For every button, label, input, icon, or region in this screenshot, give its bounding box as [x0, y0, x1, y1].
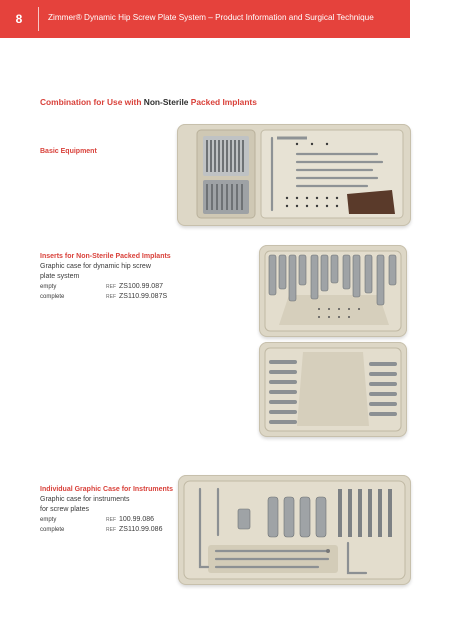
- inserts-description: [40, 262, 151, 281]
- header-bar: [0, 0, 410, 38]
- section-title-part1: Combination for Use with: [40, 97, 144, 107]
- inserts-desc-line1: Graphic case for dynamic hip screw: [40, 263, 151, 270]
- basic-equipment-tray-image: [177, 124, 411, 226]
- individual-desc-line1: Graphic case for instruments: [40, 496, 130, 503]
- ref-word: REF: [106, 284, 116, 290]
- ref-row-label: empty: [40, 517, 57, 523]
- individual-ref-complete: [40, 526, 162, 533]
- individual-desc-line2: for screw plates: [40, 505, 90, 513]
- individual-description: [40, 495, 129, 514]
- ref-row-label: complete: [40, 527, 65, 533]
- inserts-ref-empty: [40, 283, 163, 290]
- header-title: Zimmer® Dynamic Hip Screw Plate System – Product Information and Surgical Technique: [48, 13, 374, 22]
- ref-row-label: empty: [40, 284, 57, 290]
- header-divider: [38, 7, 39, 31]
- inserts-label: Inserts for Non-Sterile Packed Implants: [40, 253, 171, 260]
- ref-number: ZS110.99.087S: [119, 293, 168, 300]
- individual-case-tray-image: [178, 475, 411, 585]
- ref-word: REF: [106, 294, 116, 300]
- individual-ref-empty: [40, 516, 154, 523]
- inserts-ref-complete: [40, 293, 167, 300]
- individual-label: Individual Graphic Case for Instruments: [40, 486, 174, 493]
- inserts-lower-tray-image: [259, 342, 407, 437]
- ref-word: REF: [106, 527, 116, 533]
- ref-row-label: complete: [40, 294, 65, 300]
- page-number: 8: [15, 12, 23, 26]
- ref-number: ZS110.99.086: [119, 526, 163, 533]
- ref-word: REF: [106, 517, 116, 523]
- inserts-upper-tray-image: [259, 245, 407, 337]
- ref-number: 100.99.086: [119, 516, 155, 523]
- section-title-part3: Packed Implants: [188, 97, 257, 107]
- ref-number: ZS100.99.087: [119, 283, 163, 290]
- section-title-part2: Non-Sterile: [143, 97, 189, 107]
- basic-equipment-label: Basic Equipment: [40, 148, 97, 155]
- section-title: [40, 97, 257, 107]
- inserts-desc-line2: plate system: [40, 272, 80, 280]
